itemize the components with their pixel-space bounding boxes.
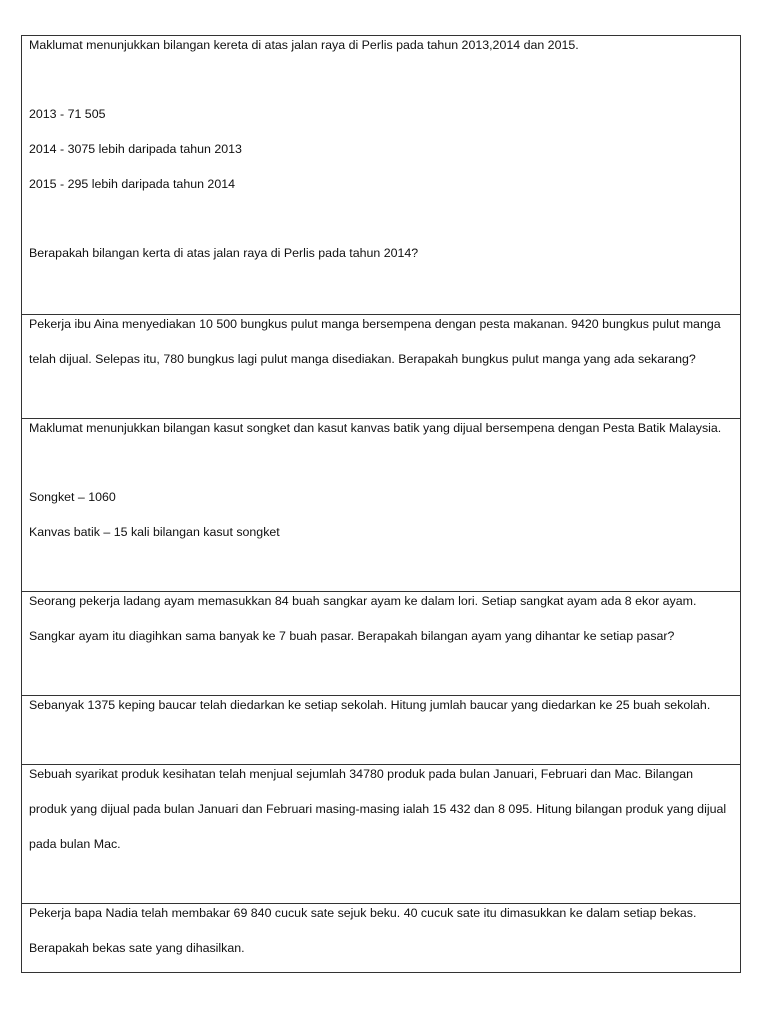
question-1-data-2014: 2014 - 3075 lebih daripada tahun 2013 [29,142,242,156]
question-6-line-3: pada bulan Mac. [29,837,121,851]
question-6-line-1: Sebuah syarikat produk kesihatan telah menjual sejumlah 34780 produk pada bulan Januari, Februari dan Mac. Bilangan [29,767,694,781]
question-7-line-2: Berapakah bekas sate yang dihasilkan. [29,941,245,955]
question-1-prompt: Berapakah bilangan kerta di atas jalan raya di Perlis pada tahun 2014? [29,246,419,260]
question-cell-1 [22,36,740,314]
question-4-line-1: Seorang pekerja ladang ayam memasukkan 84 buah sangkar ayam ke dalam lori. Setiap sangkat ayam ada 8 ekor ayam. [29,594,697,608]
question-cell-6 [22,764,740,903]
question-3-intro: Maklumat menunjukkan bilangan kasut songket dan kasut kanvas batik yang dijual bersempena dengan Pesta Batik Malaysia. [29,421,722,435]
question-1-data-2015: 2015 - 295 lebih daripada tahun 2014 [29,177,235,191]
question-2-line-1: Pekerja ibu Aina menyediakan 10 500 bungkus pulut manga bersempena dengan pesta makanan. 9420 bungkus pulut manga [29,317,721,331]
question-cell-5 [22,695,740,764]
question-4-line-2: Sangkar ayam itu diagihkan sama banyak ke 7 buah pasar. Berapakah bilangan ayam yang dihantar ke setiap pasar? [29,629,675,643]
question-3-data-songket: Songket – 1060 [29,490,116,504]
question-2-line-2: telah dijual. Selepas itu, 780 bungkus lagi pulut manga disediakan. Berapakah bungkus pulut manga yang ada sekarang? [29,352,696,366]
question-6-line-2: produk yang dijual pada bulan Januari dan Februari masing-masing ialah 15 432 dan 8 095. Hitung bilangan produk yang dijual [29,802,727,816]
question-5-line-1: Sebanyak 1375 keping baucar telah diedarkan ke setiap sekolah. Hitung jumlah baucar yang diedarkan ke 25 buah sekolah. [29,698,711,712]
question-7-line-1: Pekerja bapa Nadia telah membakar 69 840 cucuk sate sejuk beku. 40 cucuk sate itu dimasukkan ke dalam setiap bekas. [29,906,697,920]
question-cell-4 [22,591,740,695]
worksheet-table [21,35,741,973]
question-cell-2 [22,314,740,418]
question-3-data-kanvas: Kanvas batik – 15 kali bilangan kasut songket [29,525,280,539]
question-cell-3 [22,418,740,591]
question-cell-7 [22,903,740,972]
question-1-intro: Maklumat menunjukkan bilangan kereta di atas jalan raya di Perlis pada tahun 2013,2014 dan 2015. [29,38,579,52]
question-1-data-2013: 2013 - 71 505 [29,107,106,121]
